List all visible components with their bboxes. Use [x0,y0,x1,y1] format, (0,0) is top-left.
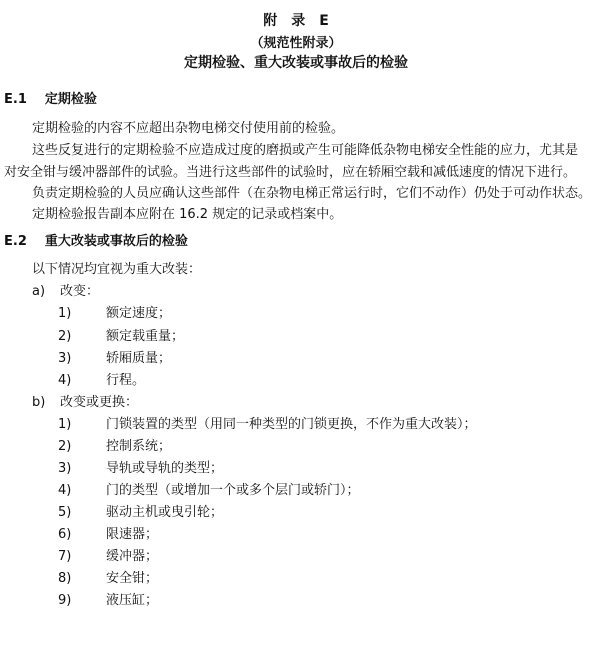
list-item: 9) 液压缸； [58,593,159,608]
list-item: 1) 额定速度； [58,306,172,321]
paragraph-continuation: 对安全钳与缓冲器部件的试验。当进行这些部件的试验时，应在轿厢空载和减低速度的情况下进行。 [4,165,577,180]
section-title: 定期检验 [44,92,97,107]
list-item-b [32,396,138,409]
paragraph: 定期检验的内容不应超出杂物电梯交付使用前的检验。 [32,121,345,136]
list-item: 3) 轿厢质量； [58,351,172,366]
list-item: 5) 驱动主机或曳引轮； [58,505,224,520]
appendix-nature: （规范性附录） [250,36,342,51]
list-item: 2) 控制系统； [58,439,172,454]
paragraph: 这些反复进行的定期检验不应造成过度的磨损或产生可能降低杂物电梯安全性能的应力，尤其是 [32,143,579,158]
paragraph: 定期检验报告副本应附在 16.2 规定的记录或档案中。 [32,207,343,222]
list-item: 4) 行程。 [58,373,146,388]
section-heading-e1 [4,93,97,106]
list-item: 8) 安全钳； [58,571,159,586]
list-item-a [32,285,99,298]
list-item: 4) 门的类型（或增加一个或多个层门或轿门）； [58,483,360,498]
list-item: 1) 门锁装置的类型（用同一种类型的门锁更换，不作为重大改装）； [58,417,477,432]
paragraph: 负责定期检验的人员应确认这些部件（在杂物电梯正常运行时，它们不动作）仍处于可动作状态。 [32,186,592,201]
section-title: 重大改装或事故后的检验 [44,234,188,249]
list-item: 3) 导轨或导轨的类型； [58,461,224,476]
list-marker: a) [32,284,46,299]
list-text: 改变： [60,284,100,299]
list-marker: b) [32,395,46,410]
section-number: E.2 [4,234,27,249]
list-item: 7) 缓冲器； [58,549,159,564]
list-item: 6) 限速器； [58,527,159,542]
section-heading-e2 [4,235,188,248]
appendix-title: 定期检验、重大改装或事故后的检验 [184,55,408,71]
list-text: 改变或更换： [60,395,139,410]
list-item: 2) 额定载重量； [58,329,185,344]
paragraph: 以下情况均宜视为重大改装： [32,262,202,277]
appendix-label: 附 录 E [263,13,329,29]
section-number: E.1 [4,92,27,107]
